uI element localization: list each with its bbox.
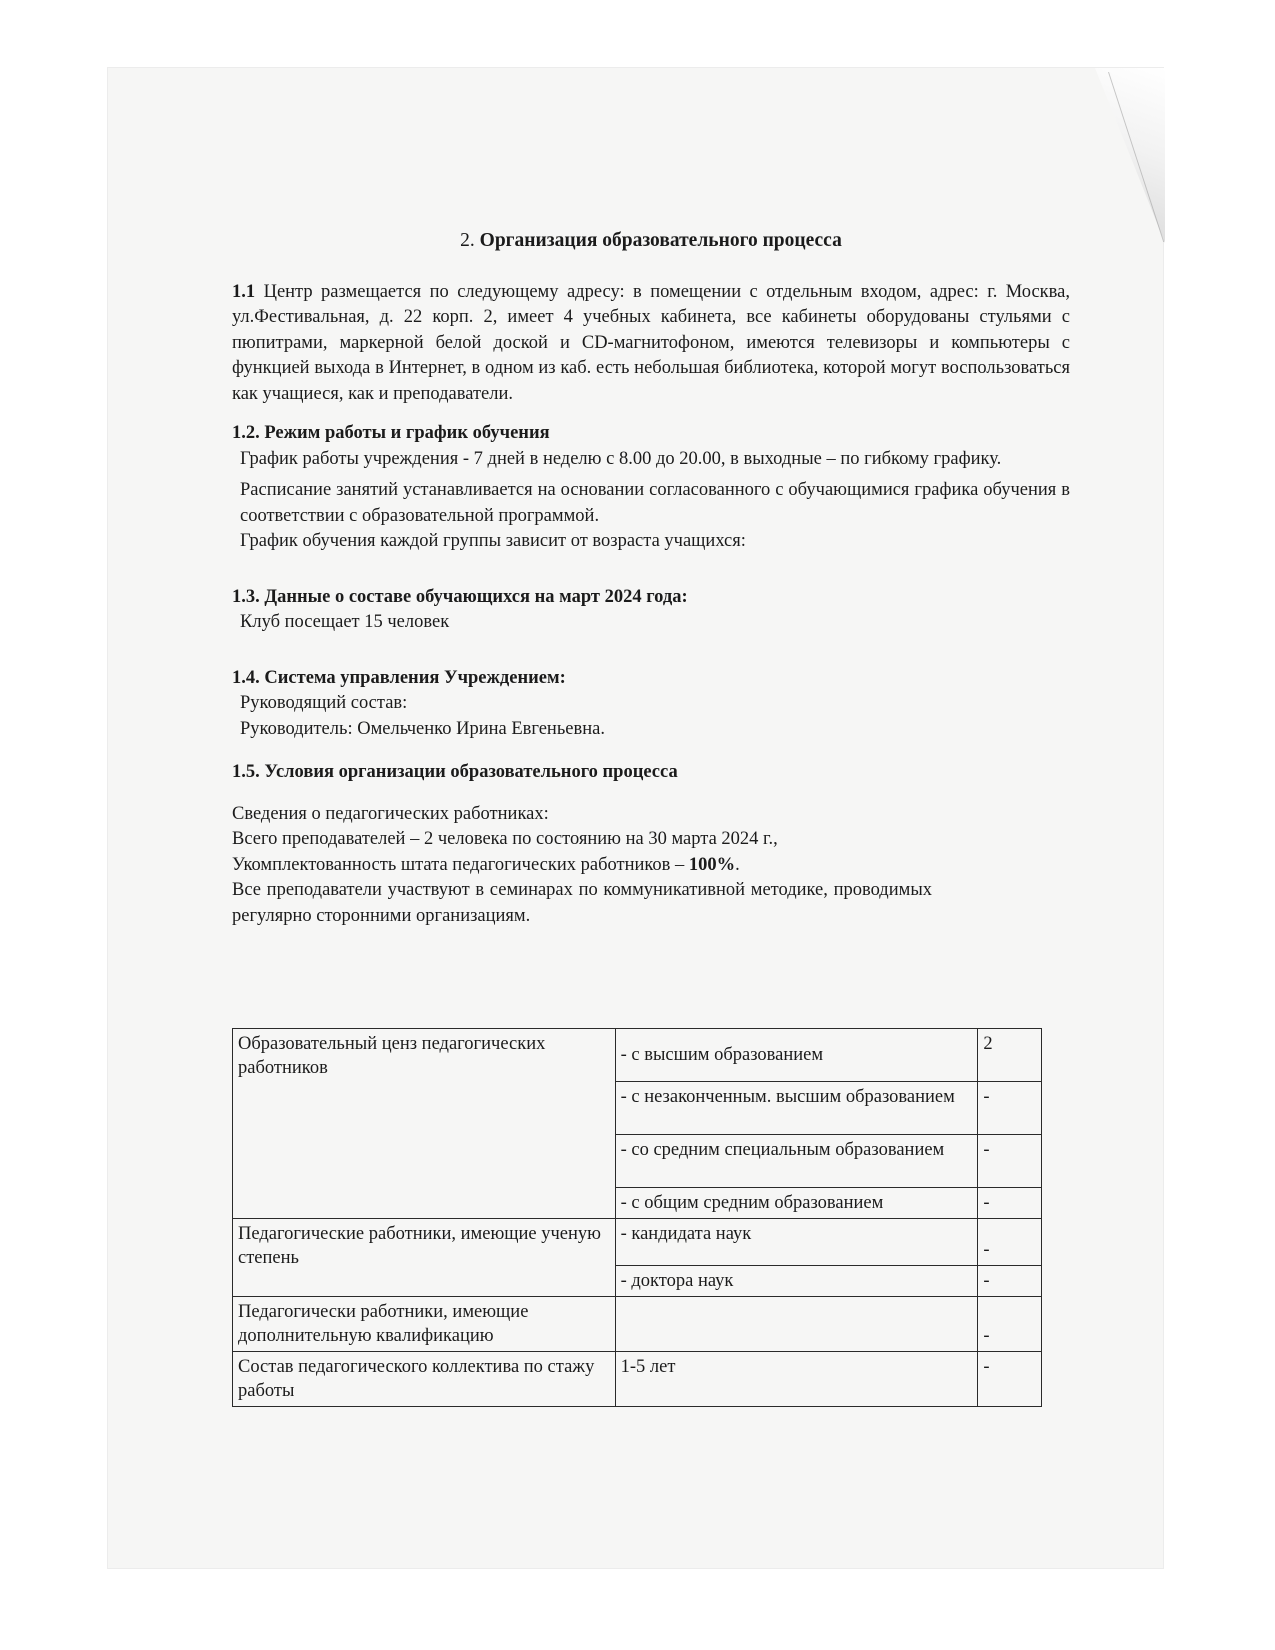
students-count-paragraph: Клуб посещает 15 человек: [240, 612, 450, 632]
table-row: [233, 1029, 1042, 1082]
table-cell-sub: - с высшим образованием: [615, 1029, 978, 1082]
paragraph-1-1-text: Центр размещается по следующему адресу: в помещении с отдельным входом, адрес: г. Москва, ул.Фестивальная, д. 22 корп. 2, имеет 4 учебных кабинета, все кабинеты оборудованы стульями с пюпитрами, маркерной белой доской и CD-магнитофоном, имеются телевизоры и компьютеры с функцией выхода в Интернет, в одном из каб. есть небольшая библиотека, которой могут воспользоваться как учащиеся, как и преподаватели.: [232, 281, 1071, 404]
timetable-paragraph: Расписание занятий устанавливается на основании согласованного с обучающимися графика обучения в соответствии с образовательной программой.: [240, 480, 1070, 526]
director-paragraph: Руководитель: Омельченко Ирина Евгеньевна.: [240, 718, 605, 739]
schedule-paragraph: График работы учреждения - 7 дней в неделю с 8.00 до 20.00, в выходные – по гибкому графику.: [240, 448, 1002, 469]
subsection-1-2-title: 1.2. Режим работы и график обучения: [232, 423, 550, 443]
staffing-end: .: [735, 854, 740, 875]
table-cell-sub: 1-5 лет: [615, 1352, 978, 1407]
table-cell-value: -: [978, 1082, 1042, 1135]
table-cell-sub: - со средним специальным образованием: [615, 1135, 978, 1188]
table-cell-value: -: [978, 1297, 1042, 1352]
table-cell-category: Состав педагогического коллектива по стажу работы: [233, 1352, 616, 1407]
table-cell-sub: - с общим средним образованием: [615, 1188, 978, 1219]
table-cell-category: Образовательный ценз педагогических работников: [233, 1029, 616, 1219]
section-title: Организация образовательного процесса: [479, 230, 842, 251]
table-cell-value: -: [978, 1135, 1042, 1188]
teachers-qualification-table: [232, 1028, 1042, 1407]
staffing-paragraph: [232, 853, 1070, 879]
section-heading: [232, 228, 1070, 254]
subsection-1-5-title: 1.5. Условия организации образовательного процесса: [232, 762, 678, 782]
teachers-info-paragraph: Сведения о педагогических работниках:: [232, 803, 549, 824]
table-cell-sub: - доктора наук: [615, 1266, 978, 1297]
table-cell-value: -: [978, 1266, 1042, 1297]
staffing-value: 100%: [688, 854, 736, 875]
document-body: [232, 228, 1070, 929]
table-cell-sub: [615, 1297, 978, 1352]
table-cell-category: Педагогические работники, имеющие ученую степень: [233, 1219, 616, 1297]
subsection-1-3-title: 1.3. Данные о составе обучающихся на март 2024 года:: [232, 586, 688, 607]
table-row: [233, 1219, 1042, 1266]
table-cell-sub: - кандидата наук: [615, 1219, 978, 1266]
group-schedule-paragraph: График обучения каждой группы зависит от возраста учащихся:: [240, 531, 746, 551]
subsection-1-4-title: 1.4. Система управления Учреждением:: [232, 667, 566, 688]
section-number: 2.: [460, 230, 475, 251]
table-cell-value: -: [978, 1352, 1042, 1407]
staffing-text: Укомплектованность штата педагогических работников –: [232, 854, 689, 875]
table-cell-sub: - с незаконченным. высшим образованием: [615, 1082, 978, 1135]
table-cell-value: -: [978, 1219, 1042, 1266]
table-cell-value: -: [978, 1188, 1042, 1219]
paragraph-1-1-label: 1.1: [232, 281, 256, 302]
table-cell-value: 2: [978, 1029, 1042, 1082]
table-row: [233, 1297, 1042, 1352]
table-cell-category: Педагогически работники, имеющие дополнительную квалификацию: [233, 1297, 616, 1352]
management-staff-paragraph: Руководящий состав:: [240, 693, 408, 713]
paragraph-1-1: [232, 280, 1070, 408]
seminars-paragraph: Все преподаватели участвуют в семинарах по коммуникативной методике, проводимых регулярно сторонними организациям.: [232, 880, 932, 926]
table-row: [233, 1352, 1042, 1407]
teachers-total-paragraph: Всего преподавателей – 2 человека по состоянию на 30 марта 2024 г.,: [232, 829, 778, 849]
